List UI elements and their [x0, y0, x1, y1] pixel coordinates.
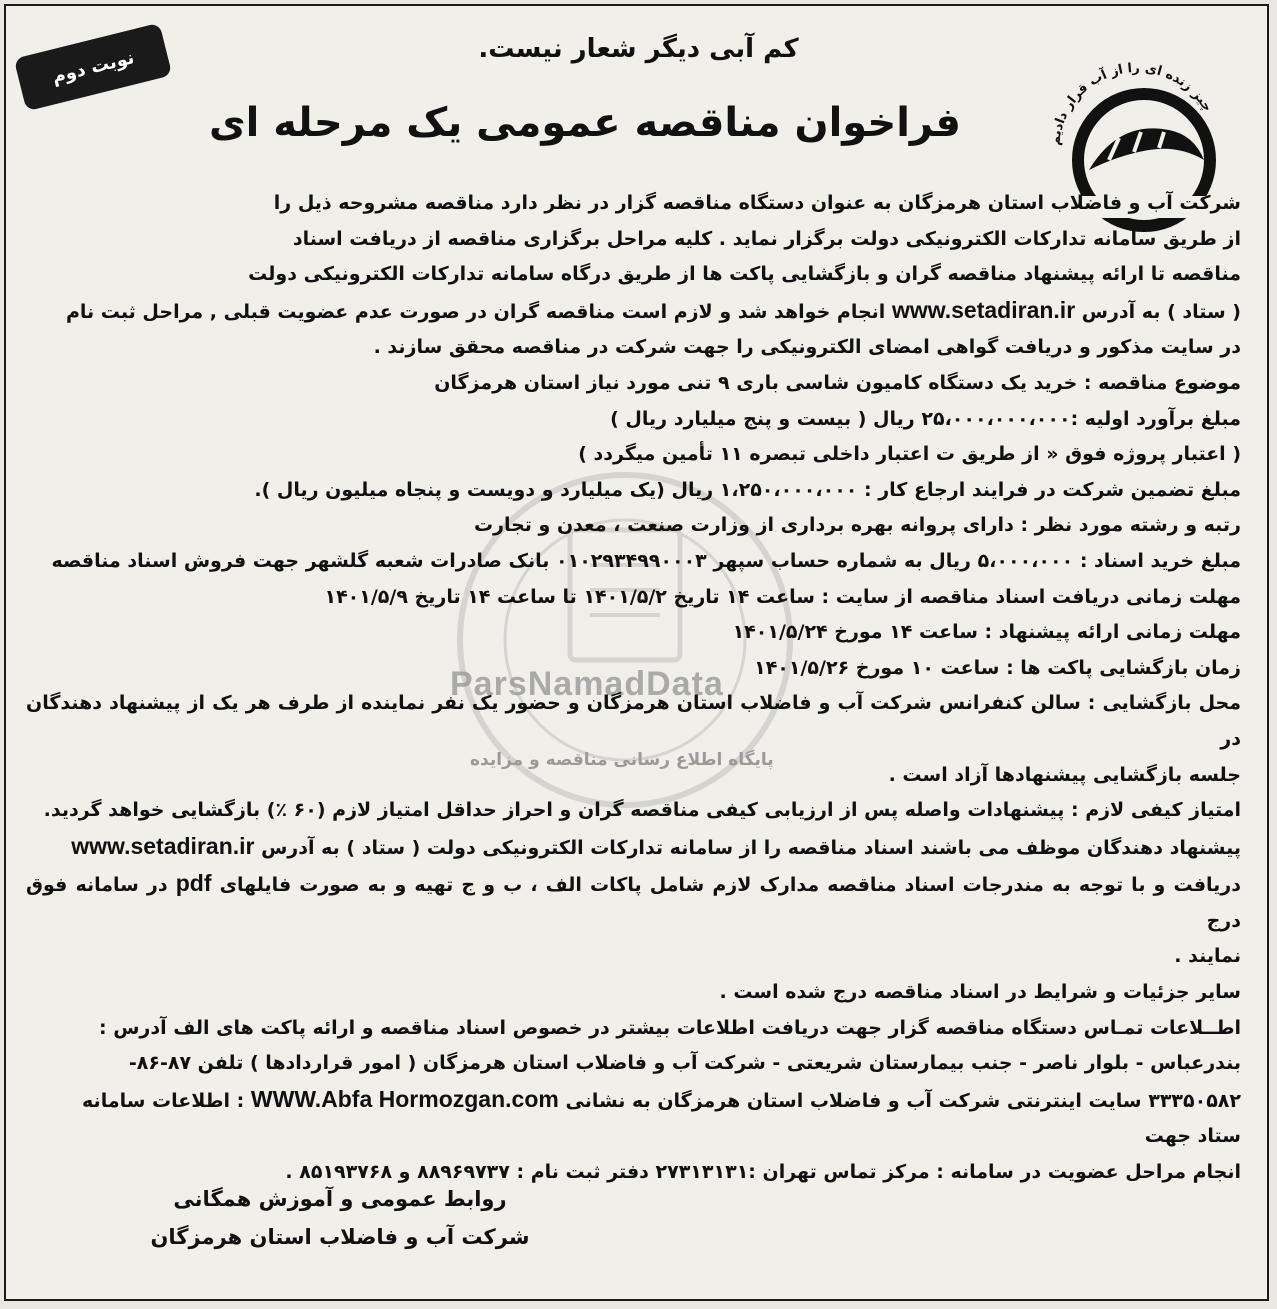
- setadiran-link[interactable]: www.setadiran.ir: [891, 296, 1076, 323]
- quality-line: امتیاز کیفی لازم : پیشنهادات واصله پس از ارزیابی کیفی مناقصه گران و احراز حداقل امتیاز لازم (۶۰ ٪) بازگشایی خواهد گردید.: [43, 799, 1241, 822]
- signature-dept: روابط عمومی و آموزش همگانی: [173, 1187, 507, 1211]
- watermark-brand: ParsNamadData: [450, 665, 724, 703]
- pdf-label: pdf: [175, 870, 212, 897]
- notice-body: [26, 186, 1241, 1191]
- bidders-text: پیشنهاد دهندگان موظف می باشند اسناد مناقصه را از سامانه تدارکات الکترونیکی دولت ( ستاد ) به آدرس: [261, 836, 1241, 859]
- subject-line: موضوع مناقصه : خرید یک دستگاه کامیون شاسی باری ۹ تنی مورد نیاز استان هرمزگان: [434, 371, 1241, 394]
- intro-line: [26, 293, 1241, 331]
- rank-line: رتبه و رشته مورد نظر : دارای پروانه بهره برداری از وزارت صنعت ، معدن و تجارت: [473, 514, 1241, 537]
- setadiran-link-2[interactable]: www.setadiran.ir: [71, 832, 255, 859]
- contact-line: بندرعباس - بلوار ناصر - جنب بیمارستان شریعتی - شرکت آب و فاضلاب استان هرمزگان ( امور قراردادها ) تلفن ۸۷-۸۶-: [128, 1052, 1241, 1075]
- intro-text: انجام خواهد شد و لازم است مناقصه گران در صورت عدم عضویت قبلی , مراحل ثبت نام: [66, 300, 886, 323]
- opening-time-line: زمان بازگشایی پاکت ها : ساعت ۱۰ مورخ ۱۴۰۱/۵/۲۶: [754, 656, 1241, 679]
- contact-text: : اطلاعات سامانه: [82, 1089, 245, 1112]
- credit-line: ( اعتبار پروژه فوق « از طریق ت اعتبار داخلی تبصره ۱۱ تأمین میگردد ): [578, 443, 1241, 466]
- intro-line: در سایت مذکور و دریافت گواهی امضای الکترونیکی را جهت شرکت در مناقصه محقق سازند .: [373, 336, 1241, 359]
- round-badge: نوبت دوم: [14, 23, 173, 112]
- contact-text: ۳۳۳۵۰۵۸۲ سایت اینترنتی شرکت آب و فاضلاب استان هرمزگان به نشانی: [565, 1089, 1241, 1112]
- doc-price-line: مبلغ خرید اسناد : ۵،۰۰۰،۰۰۰ ریال به شماره حساب سپهر ۰۱۰۲۹۳۴۹۹۰۰۰۳ بانک صادرات شعبه گلشهر جهت فروش اسناد مناقصه: [51, 549, 1241, 572]
- intro-line: مناقصه تا ارائه پیشنهاد مناقصه گران و بازگشایی پاکت ها از طریق درگاه سامانه تدارکات الکترونیکی دولت: [248, 263, 1241, 286]
- slogan: کم آبی دیگر شعار نیست.: [478, 34, 799, 64]
- guarantee-line: مبلغ تضمین شرکت در فرایند ارجاع کار : ۱،۲۵۰،۰۰۰،۰۰۰ ریال (یک میلیارد و دویست و پنجاه میلیون ریال ).: [254, 478, 1241, 501]
- abfa-website-link[interactable]: WWW.Abfa Hormozgan.com: [250, 1085, 559, 1112]
- intro-line: از طریق سامانه تدارکات الکترونیکی دولت برگزار نماید . کلیه مراحل برگزاری مناقصه از دریافت اسناد: [292, 227, 1241, 250]
- contact-line: اطــلاعات تمـاس دستگاه مناقصه گزار جهت دریافت اطلاعات بیشتر در خصوص اسناد مناقصه و ارائه پاکت های الف آدرس :: [98, 1016, 1241, 1039]
- bidders-text: در سامانه فوق درج: [26, 874, 1241, 932]
- logo-motto: چیز زنده ای را از آب قرار دادیم: [1048, 60, 1215, 147]
- contact-line: [26, 1082, 1241, 1120]
- intro-line: شرکت آب و فاضلاب استان هرمزگان به عنوان دستگاه مناقصه گزار در نظر دارد مناقصه مشروحه ذیل را: [273, 192, 1241, 214]
- signature-company: شرکت آب و فاضلاب استان هرمزگان: [150, 1225, 530, 1249]
- other-line: سایر جزئیات و شرایط در اسناد مناقصه درج شده است .: [719, 981, 1241, 1004]
- estimate-line: مبلغ برآورد اولیه :۲۵،۰۰۰،۰۰۰،۰۰۰ ریال ( بیست و پنج میلیارد ریال ): [610, 407, 1241, 430]
- page-title: فراخوان مناقصه عمومی یک مرحله ای: [208, 100, 961, 146]
- bidders-line: [26, 866, 1241, 939]
- opening-place-line: محل بازگشایی : سالن کنفرانس شرکت آب و فاضلاب استان هرمزگان و حضور یک نفر نماینده از طرف هر یک از پیشنهاد دهندگان در: [26, 692, 1241, 750]
- bidders-line: نمایند .: [1174, 945, 1241, 968]
- watermark-subtitle: پایگاه اطلاع رسانی مناقصه و مزایده: [470, 750, 774, 770]
- bidders-text: دریافت و با توجه به مندرجات اسناد مناقصه مدارک لازم شامل پاکات الف ، ب و ج تهیه و به صورت فایلهای: [219, 874, 1241, 897]
- bidders-line: [26, 829, 1241, 867]
- doc-deadline-line: مهلت زمانی دریافت اسناد مناقصه از سایت : ساعت ۱۴ تاریخ ۱۴۰۱/۵/۲ تا ساعت ۱۴ تاریخ ۱۴۰۱/۵/۹: [324, 585, 1241, 608]
- signature-block: [150, 1180, 530, 1256]
- intro-text: ( ستاد ) به آدرس: [1081, 300, 1241, 323]
- opening-place-line: جلسه بازگشایی پیشنهادها آزاد است .: [888, 763, 1241, 786]
- registration-line: انجام مراحل عضویت در سامانه : مرکز تماس تهران :۲۷۳۱۳۱۳۱ دفتر ثبت نام : ۸۸۹۶۹۷۳۷ و ۸۵۱۹۳۷۶۸ .: [285, 1161, 1241, 1184]
- contact-line: ستاد جهت: [1144, 1125, 1241, 1148]
- offer-deadline-line: مهلت زمانی ارائه پیشنهاد : ساعت ۱۴ مورخ ۱۴۰۱/۵/۲۴: [732, 621, 1241, 644]
